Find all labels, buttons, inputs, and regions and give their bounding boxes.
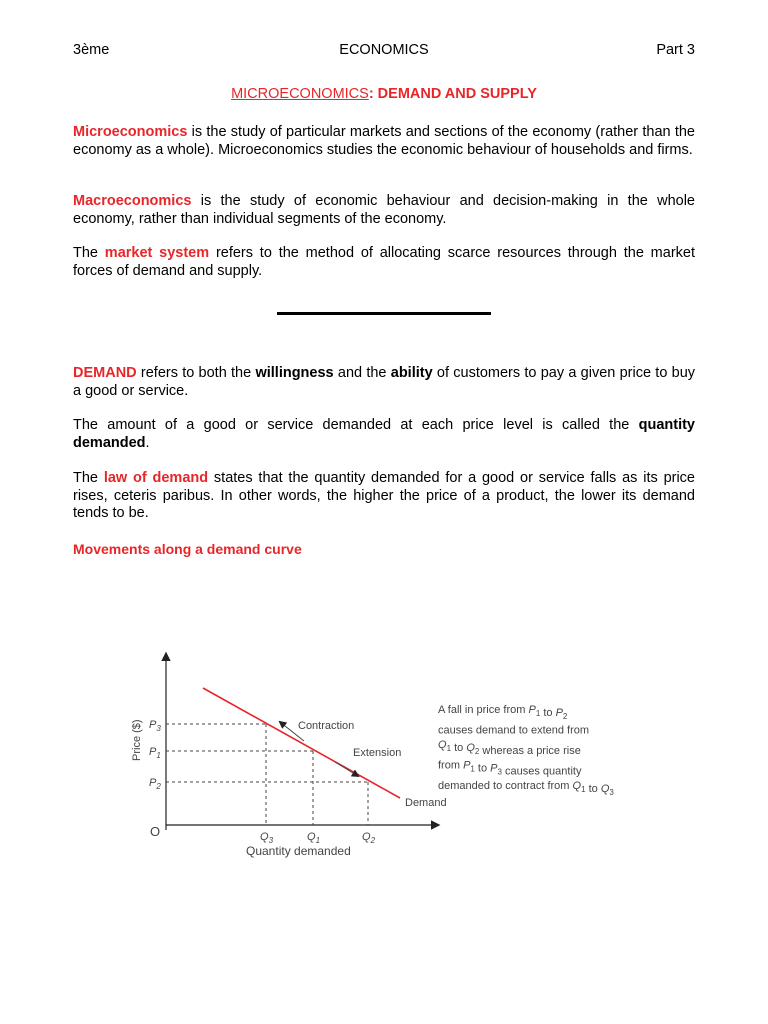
bold-willingness: willingness: [255, 365, 334, 381]
subheading-movements: Movements along a demand curve: [73, 541, 302, 557]
y-axis-label: Price ($): [131, 719, 143, 761]
demand-text-3: of customers to pay a given price to buy a good or service.: [73, 365, 696, 399]
x-axis-label: Quantity demanded: [246, 844, 351, 858]
extension-arrow: [335, 762, 358, 776]
demand-text-1: refers to both the: [136, 365, 256, 381]
demand-text-2: and the: [333, 365, 391, 381]
header-subject: ECONOMICS: [339, 42, 429, 58]
y-tick-p2: $P_2$: [149, 777, 161, 791]
page-title: [73, 86, 695, 102]
x-tick-q3: $Q_3$: [260, 831, 274, 845]
bold-quantity-demanded: quantity demanded: [73, 417, 695, 451]
demand-curve-label: Demand: [405, 797, 447, 809]
header-part: Part 3: [656, 42, 695, 58]
paragraph-quantity-demanded: [73, 417, 695, 452]
term-demand: DEMAND: [73, 365, 137, 381]
paragraph-demand: [73, 365, 695, 400]
term-microeconomics: Microeconomics: [73, 124, 188, 140]
definition-macroeconomics: is the study of economic behaviour and decision-making in the whole economy, rather than individual segments of the economy.: [73, 193, 695, 227]
term-law-of-demand: law of demand: [103, 470, 209, 486]
paragraph-law-of-demand: [73, 470, 695, 523]
market-system-pre: The: [73, 245, 105, 261]
quantity-demanded-end: .: [145, 434, 150, 451]
term-macroeconomics: Macroeconomics: [73, 193, 192, 209]
contraction-label: Contraction: [298, 720, 355, 732]
definition-market-system: refers to the method of allocating scarce resources through the market forces of demand and supply.: [73, 245, 695, 279]
demand-curve-chart: [120, 640, 660, 885]
x-tick-q1: $Q_1$: [307, 831, 321, 845]
x-tick-q2: $Q_2$: [362, 831, 376, 845]
origin-label: O: [150, 824, 161, 839]
header-class-level: 3ème: [73, 42, 110, 58]
term-market-system: market system: [104, 245, 210, 261]
definition-law-of-demand: states that the quantity demanded for a good or service falls as its price rises, ceteris paribus. In other words, the higher the price of a product, the lower its demand tends to be.: [73, 470, 695, 521]
title-demand-supply: : DEMAND AND SUPPLY: [368, 86, 537, 102]
quantity-demanded-text: The amount of a good or service demanded at each price level is called the: [73, 417, 639, 433]
paragraph-macroeconomics: [73, 193, 695, 228]
chart-annotation: A fall in price from $P_1$ to $P_2$ causes demand to extend from $Q_1$ to $Q_2$ whereas a price rise from $P_1$ to $P_3$ causes quantity demanded to contract from $Q_1$ to $Q_3$: [438, 704, 614, 797]
paragraph-microeconomics: [73, 124, 695, 159]
law-of-demand-pre: The: [73, 470, 104, 486]
bold-ability: ability: [390, 365, 433, 381]
section-divider: [277, 312, 491, 315]
definition-microeconomics: is the study of particular markets and sections of the economy (rather than the economy as a whole). Microeconomics studies the economic behaviour of households and firms.: [73, 124, 695, 158]
demand-curve-svg: [120, 640, 660, 880]
page-header: [73, 42, 695, 62]
y-tick-p3: $P_3$: [149, 719, 161, 733]
title-microeconomics: MICROECONOMICS: [231, 86, 369, 102]
extension-label: Extension: [353, 747, 402, 759]
paragraph-market-system: [73, 245, 695, 280]
y-tick-p1: $P_1$: [149, 746, 161, 760]
